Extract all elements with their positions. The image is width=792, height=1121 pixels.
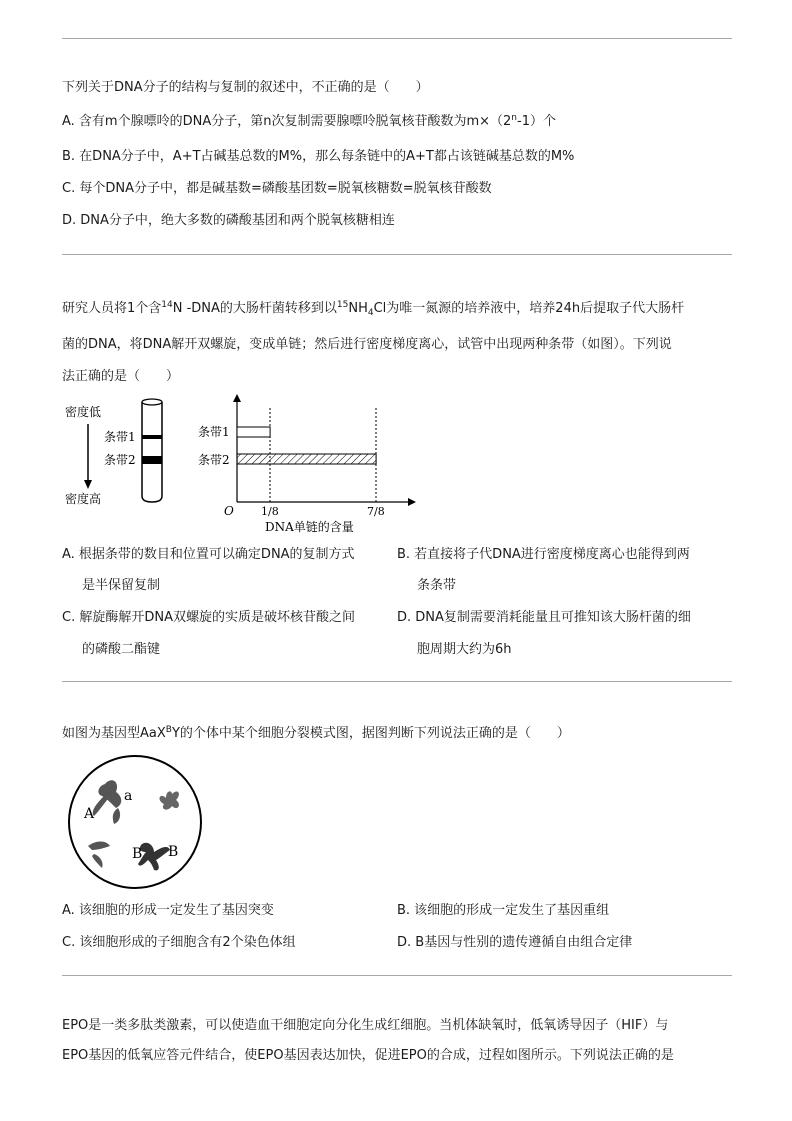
test-tube [142, 402, 162, 502]
chart-band-1-label: 条带1 [198, 425, 230, 439]
q2-stem-line3: 法正确的是（ ） [62, 369, 180, 384]
q1-option-a-text: A. 含有m个腺嘌呤的DNA分子，第n次复制需要腺嘌呤脱氧核苷酸数为m×（2 [62, 114, 512, 129]
y-axis-arrow [233, 394, 241, 402]
divider-2 [62, 681, 732, 682]
q2-isotope-15: 15 [336, 300, 349, 310]
q2-option-d-line1: D. DNA复制需要消耗能量且可推知该大肠杆菌的细 [397, 610, 691, 625]
divider-3 [62, 975, 732, 976]
q4-stem-line1: EPO是一类多肽类激素，可以使造血干细胞定向分化生成红细胞。当机体缺氧时，低氧诱导因子（HIF）与 [62, 1018, 669, 1033]
label-a: a [124, 788, 133, 804]
label-B-left: B [132, 846, 143, 862]
q3-stem-part: Y的个体中某个细胞分裂模式图，据图判断下列说法正确的是（ ） [171, 726, 570, 741]
tick-label-1-8: 1/8 [261, 505, 279, 518]
tube-band-1-label: 条带1 [104, 430, 136, 444]
q3-option-b: B. 该细胞的形成一定发生了基因重组 [397, 903, 610, 918]
q3-option-c: C. 该细胞形成的子细胞含有2个染色体组 [62, 935, 296, 950]
q2-option-a-line2: 是半保留复制 [82, 578, 161, 593]
chart-bar-1 [237, 427, 270, 437]
tube-band-1 [142, 435, 162, 439]
q2-option-c-line2: 的磷酸二酯键 [82, 642, 161, 657]
q1-option-a-exponent: n [511, 113, 518, 123]
q2-option-b-line1: B. 若直接将子代DNA进行密度梯度离心也能得到两 [397, 547, 690, 562]
tube-band-2-label: 条带2 [104, 453, 136, 467]
q1-stem: 下列关于DNA分子的结构与复制的叙述中，不正确的是（ ） [62, 80, 429, 95]
q3-stem [62, 725, 570, 743]
origin-label: O [224, 504, 234, 518]
q1-option-b: B. 在DNA分子中，A+T占碱基总数的M%，那么每条链中的A+T都占该链碱基总数的M% [62, 149, 575, 164]
q2-stem-part: 研究人员将1个含 [62, 301, 162, 316]
cell-division-figure [60, 752, 210, 892]
q2-option-d-line2: 胞周期大约为6h [417, 642, 512, 657]
q1-option-a-tail: -1）个 [517, 114, 556, 129]
divider-top [62, 38, 732, 39]
test-tube-mouth [142, 399, 162, 405]
q1-option-c: C. 每个DNA分子中，都是碱基数=磷酸基团数=脱氧核糖数=脱氧核苷酸数 [62, 181, 492, 196]
cell-membrane [69, 756, 201, 888]
tick-label-7-8: 7/8 [367, 505, 385, 518]
q2-option-c-line1: C. 解旋酶解开DNA双螺旋的实质是破坏核苷酸之间 [62, 610, 355, 625]
q2-stem-line2: 菌的DNA，将DNA解开双螺旋，变成单链；然后进行密度梯度离心，试管中出现两种条带（如图）。下列说 [62, 337, 672, 352]
q2-stem-line1 [62, 300, 684, 318]
q3-option-d: D. B基因与性别的遗传遵循自由组合定律 [397, 935, 633, 950]
q2-stem-part: N -DNA的大肠杆菌转移到以 [172, 301, 337, 316]
q3-stem-part: 如图为基因型AaX [62, 726, 166, 741]
label-A: A [84, 806, 95, 822]
q2-figure [60, 394, 420, 534]
q2-stem-part: NH [348, 301, 368, 316]
q2-isotope-14: 14 [161, 300, 173, 310]
q2-stem-part: Cl为唯一氮源的培养液中，培养24h后提取子代大肠杆 [373, 301, 685, 316]
q3-option-a: A. 该细胞的形成一定发生了基因突变 [62, 903, 274, 918]
divider-1 [62, 254, 732, 255]
x-axis-label: DNA单链的含量 [265, 520, 354, 534]
q2-option-b-line2: 条条带 [417, 578, 457, 593]
q1-option-d: D. DNA分子中，绝大多数的磷酸基团和两个脱氧核糖相连 [62, 213, 395, 228]
density-low-label: 密度低 [65, 405, 102, 419]
x-axis-arrow [408, 498, 416, 506]
density-arrow-head [84, 480, 92, 489]
chart-bar-2 [237, 454, 376, 464]
chart-band-2-label: 条带2 [198, 453, 230, 467]
q2-subscript-4: 4 [367, 308, 374, 318]
tube-band-2 [142, 456, 162, 464]
q3-superscript-b: B [165, 725, 172, 735]
q1-option-a [62, 113, 556, 131]
density-high-label: 密度高 [65, 492, 102, 506]
q2-option-a-line1: A. 根据条带的数目和位置可以确定DNA的复制方式 [62, 547, 355, 562]
label-B-right: B [168, 844, 179, 860]
q4-stem-line2: EPO基因的低氧应答元件结合，使EPO基因表达加快，促进EPO的合成，过程如图所示。下列说法正确的是 [62, 1048, 674, 1063]
